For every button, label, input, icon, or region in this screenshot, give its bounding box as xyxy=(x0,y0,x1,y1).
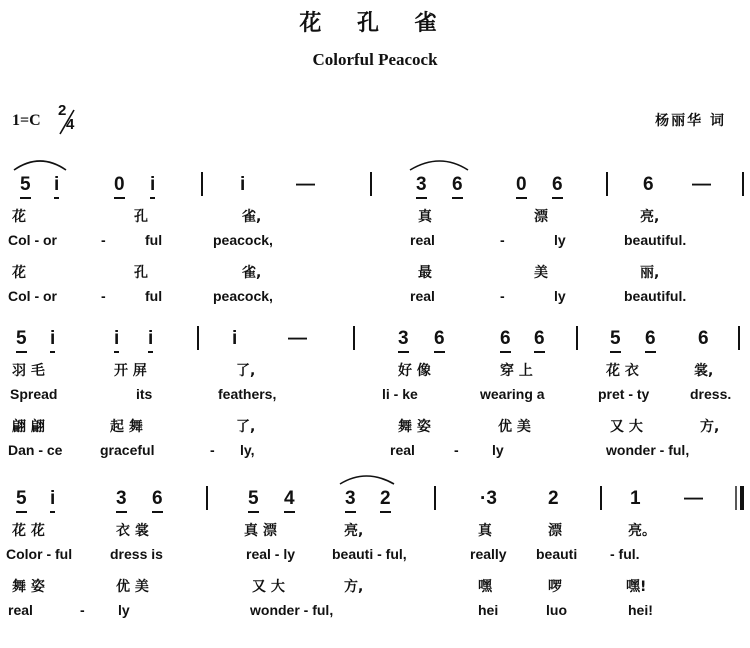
english-lyric-row-3: hei xyxy=(478,602,499,618)
english-lyric-row-1: - xyxy=(101,232,106,248)
chinese-lyric-row-3: 方, xyxy=(344,579,364,595)
chinese-lyric-row-1: 丽, xyxy=(640,265,660,281)
note-row-2: 6 xyxy=(534,328,545,353)
note-row-1: 6 xyxy=(552,174,563,199)
chinese-lyric-row-3: 又 大 xyxy=(252,579,285,595)
chinese-lyric-row-1: 漂 xyxy=(534,209,548,225)
chinese-lyric-row-2: 花 衣 xyxy=(606,363,639,379)
chinese-lyric-row-1: 雀, xyxy=(242,209,262,225)
english-lyric-row-3: dress is xyxy=(110,546,163,562)
english-lyric-row-2: real xyxy=(390,442,415,458)
chinese-lyric-row-1: 雀, xyxy=(242,265,262,281)
chinese-lyric-row-3: 衣 裳 xyxy=(116,523,149,539)
chinese-lyric-row-1: 最 xyxy=(418,265,432,281)
english-lyric-row-1: beautiful. xyxy=(624,232,687,248)
note-row-3: 4 xyxy=(284,488,295,513)
english-lyric-row-1: beautiful. xyxy=(624,288,687,304)
english-lyric-row-3: beauti xyxy=(536,546,578,562)
note-row-3: 6 xyxy=(152,488,163,513)
chinese-lyric-row-2: 羽 毛 xyxy=(12,363,45,379)
chinese-lyric-row-2: 舞 姿 xyxy=(398,419,431,435)
tie-row-1-a xyxy=(14,161,66,170)
english-lyric-row-3: - ful. xyxy=(610,546,640,562)
chinese-lyric-row-3: 花 花 xyxy=(12,523,45,539)
english-lyric-row-3: really xyxy=(470,546,507,562)
english-lyric-row-3: real xyxy=(8,602,33,618)
english-lyric-row-1: Col - or xyxy=(8,288,57,304)
chinese-lyric-row-3: 亮, xyxy=(344,523,364,539)
time-signature-top: 2 xyxy=(58,102,67,119)
note-row-1: i xyxy=(240,174,246,195)
note-row-3: i xyxy=(50,488,55,513)
note-row-2: 5 xyxy=(16,328,27,353)
note-row-1: i xyxy=(54,174,59,199)
english-lyric-row-3: hei! xyxy=(628,602,653,618)
chinese-lyric-row-1: 花 xyxy=(12,209,26,225)
tie-row-3 xyxy=(340,476,394,484)
chinese-lyric-row-2: 方, xyxy=(700,419,720,435)
note-row-1: 6 xyxy=(643,174,654,195)
note-row-2: 6 xyxy=(698,328,709,349)
chinese-lyric-row-2: 翩 翩 xyxy=(12,419,45,435)
chinese-lyric-row-3: 真 xyxy=(478,523,492,539)
note-row-1: 3 xyxy=(416,174,427,199)
note-row-2: i xyxy=(114,328,119,353)
english-lyric-row-1: - xyxy=(101,288,106,304)
note-row-2: i xyxy=(148,328,153,353)
chinese-lyric-row-3: 真 漂 xyxy=(244,523,277,539)
note-row-3: — xyxy=(684,488,703,509)
english-lyric-row-3: - xyxy=(80,602,85,618)
english-lyric-row-2: wearing a xyxy=(480,386,545,402)
note-row-1: 5 xyxy=(20,174,31,199)
chinese-lyric-row-2: 裳, xyxy=(694,363,714,379)
chinese-lyric-row-1: 孔 xyxy=(134,265,148,281)
chinese-lyric-row-3: 啰 xyxy=(548,579,562,595)
english-lyric-row-3: luo xyxy=(546,602,567,618)
note-row-1: i xyxy=(150,174,155,199)
chinese-lyric-row-3: 漂 xyxy=(548,523,562,539)
english-lyric-row-1: ly xyxy=(554,288,566,304)
english-lyric-row-3: ly xyxy=(118,602,130,618)
english-lyric-row-2: feathers, xyxy=(218,386,277,402)
chinese-lyric-row-2: 优 美 xyxy=(498,419,531,435)
chinese-lyric-row-2: 起 舞 xyxy=(110,419,143,435)
english-lyric-row-3: beauti - ful, xyxy=(332,546,407,562)
note-row-3: 2 xyxy=(380,488,391,513)
chinese-lyric-row-1: 花 xyxy=(12,265,26,281)
note-row-1: 6 xyxy=(452,174,463,199)
english-lyric-row-3: Color - ful xyxy=(6,546,73,562)
english-lyric-row-1: peacock, xyxy=(213,232,273,248)
note-row-1: — xyxy=(296,174,315,195)
note-row-3: 5 xyxy=(16,488,27,513)
note-row-1: 0 xyxy=(516,174,527,199)
chinese-lyric-row-2: 了, xyxy=(236,419,256,435)
english-lyric-row-2: li - ke xyxy=(382,386,418,402)
english-lyric-row-3: wonder - ful, xyxy=(250,602,334,618)
english-lyric-row-1: - xyxy=(500,288,505,304)
english-lyric-row-3: real - ly xyxy=(246,546,296,562)
chinese-lyric-row-1: 真 xyxy=(418,209,432,225)
note-row-2: 6 xyxy=(434,328,445,353)
note-row-3: 5 xyxy=(248,488,259,513)
chinese-lyric-row-3: 舞 姿 xyxy=(12,579,45,595)
english-lyric-row-1: real xyxy=(410,232,435,248)
chinese-lyric-row-3: 亮。 xyxy=(628,523,656,539)
note-row-3: 2 xyxy=(548,488,559,509)
english-lyric-row-2: Dan - ce xyxy=(8,442,63,458)
chinese-lyric-row-3: 嘿! xyxy=(626,579,647,595)
english-lyric-row-1: ful xyxy=(145,232,163,248)
lyricist-credit: 杨丽华 词 xyxy=(655,113,726,129)
chinese-lyric-row-2: 好 像 xyxy=(398,363,431,379)
english-lyric-row-1: real xyxy=(410,288,435,304)
note-row-2: 3 xyxy=(398,328,409,353)
note-row-3: 1 xyxy=(630,488,641,509)
note-row-2: — xyxy=(288,328,307,349)
english-lyric-row-1: ful xyxy=(145,288,163,304)
note-row-1: — xyxy=(692,174,711,195)
note-row-3: 3 xyxy=(116,488,127,513)
english-lyric-row-2: Spread xyxy=(10,386,58,402)
english-lyric-row-2: - xyxy=(454,442,459,458)
english-lyric-row-2: its xyxy=(136,386,153,402)
chinese-lyric-row-1: 孔 xyxy=(134,209,148,225)
key-signature: 1=C xyxy=(12,112,41,129)
english-lyric-row-1: Col - or xyxy=(8,232,57,248)
note-row-2: i xyxy=(232,328,238,349)
note-row-3: 3 xyxy=(345,488,356,513)
chinese-lyric-row-2: 穿 上 xyxy=(500,363,533,379)
english-lyric-row-2: wonder - ful, xyxy=(606,442,690,458)
chinese-lyric-row-3: 嘿 xyxy=(478,579,492,595)
note-row-2: 6 xyxy=(645,328,656,353)
bar-lines-row-3 xyxy=(207,486,742,510)
bar-lines-row-2 xyxy=(198,326,739,350)
english-lyric-row-2: ly, xyxy=(240,442,255,458)
english-lyric-row-1: - xyxy=(500,232,505,248)
note-row-2: 6 xyxy=(500,328,511,353)
chinese-lyric-row-1: 美 xyxy=(534,265,548,281)
chinese-lyric-row-2: 开 屏 xyxy=(114,363,147,379)
chinese-lyric-row-2: 又 大 xyxy=(610,419,643,435)
bar-lines-row-1 xyxy=(202,172,743,196)
english-lyric-row-2: ly xyxy=(492,442,504,458)
english-lyric-row-2: dress. xyxy=(690,386,732,402)
song-title: 花 孔 雀 xyxy=(299,11,451,36)
english-lyric-row-1: ly xyxy=(554,232,566,248)
chinese-lyric-row-1: 亮, xyxy=(640,209,660,225)
english-lyric-row-2: pret - ty xyxy=(598,386,650,402)
note-row-2: i xyxy=(50,328,55,353)
note-row-3: ·3 xyxy=(480,488,497,509)
song-subtitle: Colorful Peacock xyxy=(312,50,438,69)
tie-row-1-b xyxy=(410,161,468,170)
english-lyric-row-1: peacock, xyxy=(213,288,273,304)
note-row-2: 5 xyxy=(610,328,621,353)
chinese-lyric-row-3: 优 美 xyxy=(116,579,149,595)
time-signature-bottom: 4 xyxy=(66,116,75,133)
english-lyric-row-2: graceful xyxy=(100,442,155,458)
note-row-1: 0 xyxy=(114,174,125,199)
chinese-lyric-row-2: 了, xyxy=(236,363,256,379)
english-lyric-row-2: - xyxy=(210,442,215,458)
